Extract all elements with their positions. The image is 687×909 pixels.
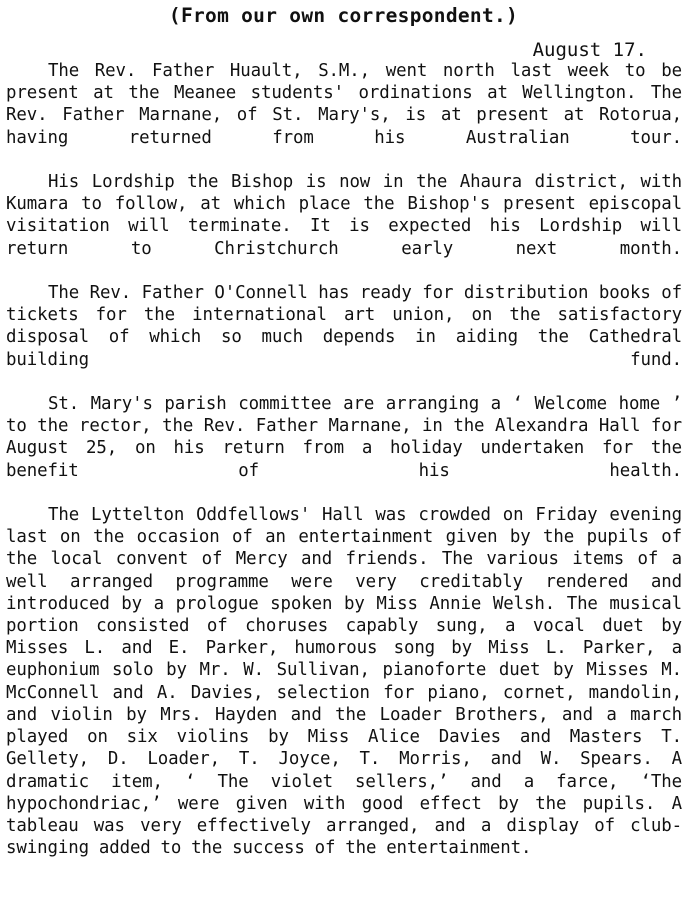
paragraph-father-huault: The Rev. Father Huault, S.M., went north last week to be present at the Meanee students' ordinations at Wellington. The Rev. Father Marnane, of St. Mary's, is at present at Rotorua, having returned from his Australian tour. [6,61,682,148]
article-body [6,60,682,859]
paragraph-art-union: The Rev. Father O'Connell has ready for distribution books of tickets for the international art union, on the satisfactory disposal of which so much depends in aiding the Cathedral building fund. [6,283,682,370]
correspondent-heading: (From our own correspondent.) [168,4,519,27]
dateline: August 17. [532,39,647,61]
paragraph-bishop-visitation: His Lordship the Bishop is now in the Ahaura district, with Kumara to follow, at which place the Bishop's present episcopal visitation will terminate. It is expected his Lordship will return to Christchurch early next month. [6,172,682,259]
paragraph-welcome-home: St. Mary's parish committee are arranging a ‘ Welcome home ’ to the rector, the Rev. Father Marnane, in the Alexandra Hall for August 25, on his return from a holiday undertaken for the benefit of his health. [6,394,682,481]
paragraph-lyttelton-entertainment: The Lyttelton Oddfellows' Hall was crowded on Friday evening last on the occasion of an entertainment given by the pupils of the local convent of Mercy and friends. The various items of a well arranged programme were very creditably rendered and introduced by a prologue spoken by Miss Annie Welsh. The musical portion consisted of choruses capably sung, a vocal duet by Misses L. and E. Parker, humorous song by Miss L. Parker, a euphonium solo by Mr. W. Sullivan, pianoforte duet by Misses M. McConnell and A. Davies, selection for piano, cornet, mandolin, and violin by Mrs. Hayden and the Loader Brothers, and a march played on six violins by Miss Alice Davies and Masters T. Gellety, D. Loader, T. Joyce, T. Morris, and W. Spears. A dramatic item, ‘ The violet sellers,’ and a farce, ‘The hypochondriac,’ were given with good effect by the pupils. A tableau was very effectively arranged, and a display of club-swinging added to the success of the entertainment. [6,505,682,859]
